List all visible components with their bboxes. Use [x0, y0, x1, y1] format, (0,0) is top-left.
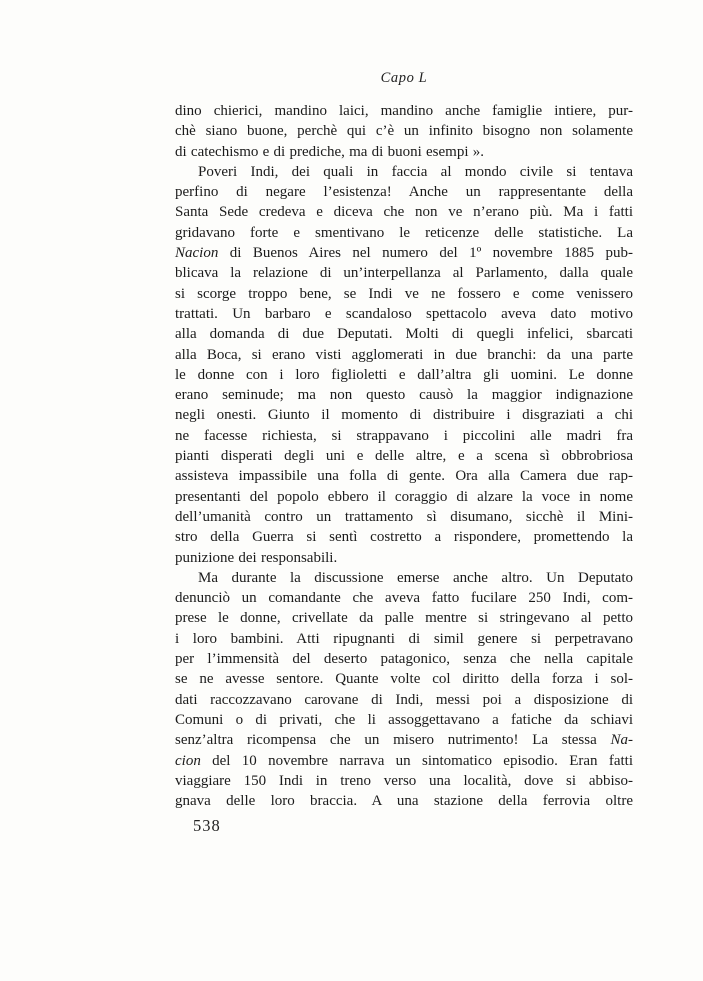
- body-text: Santa Sede credeva e diceva che non ve n’erano più. Ma i fatti: [175, 204, 633, 221]
- text-line: [175, 345, 633, 365]
- text-line: [175, 243, 633, 263]
- body-text: i loro bambini. Atti ripugnanti di simil genere si perpetravano: [175, 630, 633, 647]
- text-body: [175, 101, 633, 811]
- text-line: [175, 608, 633, 628]
- body-text: stro della Guerra si sentì costretto a rispondere, promettendo la: [175, 529, 633, 546]
- italic-text: Na-: [610, 732, 633, 749]
- page-number: 538: [193, 816, 221, 835]
- text-line: [175, 385, 633, 405]
- body-text: per l’immensità del deserto patagonico, senza che nella capitale: [175, 651, 633, 668]
- body-text: viaggiare 150 Indi in treno verso una località, dove si abbiso-: [175, 772, 633, 789]
- text-line: [175, 669, 633, 689]
- body-text: alla Boca, si erano visti agglomerati in due branchi: da una parte: [175, 346, 633, 363]
- body-text: dati raccozzavano carovane di Indi, messi poi a disposizione di: [175, 691, 633, 708]
- text-line: [175, 365, 633, 385]
- text-line: [175, 791, 633, 811]
- text-line: [175, 507, 633, 527]
- text-line: [175, 162, 633, 182]
- text-line: [175, 446, 633, 466]
- text-line: [175, 548, 633, 568]
- text-line: [175, 182, 633, 202]
- body-text: gnava delle loro braccia. A una stazione della ferrovia oltre: [175, 793, 633, 810]
- text-line: [175, 223, 633, 243]
- body-text: perfino di negare l’esistenza! Anche un rappresentante della: [175, 184, 633, 201]
- body-text: ne facesse richiesta, si strappavano i piccolini alle madri fra: [175, 427, 633, 444]
- body-text: se ne avesse sentore. Quante volte col diritto della forza i sol-: [175, 671, 633, 688]
- body-text: alla domanda di due Deputati. Molti di quegli infelici, sbarcati: [175, 326, 633, 343]
- body-text: assisteva impassibile una folla di gente. Ora alla Camera due rap-: [175, 468, 633, 485]
- text-line: [175, 405, 633, 425]
- text-line: [175, 466, 633, 486]
- running-header: Capo L: [380, 70, 428, 86]
- body-text: blicava la relazione di un’interpellanza al Parlamento, dalla quale: [175, 265, 633, 282]
- body-text: di Buenos Aires nel numero del 1º novembre 1885 pub-: [218, 245, 633, 262]
- italic-text: Nacion: [175, 245, 219, 262]
- text-line: [175, 142, 633, 162]
- text-line: [175, 588, 633, 608]
- text-line: [175, 730, 633, 750]
- text-line: [175, 304, 633, 324]
- body-text: dino chierici, mandino laici, mandino anche famiglie intiere, pur-: [175, 103, 633, 119]
- text-line: [175, 101, 633, 121]
- text-line: [175, 751, 633, 771]
- text-line: [175, 710, 633, 730]
- body-text: presentanti del popolo ebbero il coraggio di alzare la voce in nome: [175, 488, 633, 505]
- body-text: Comuni o di privati, che li assoggettavano a fatiche da schiavi: [175, 711, 633, 728]
- text-line: [175, 527, 633, 547]
- text-line: [175, 324, 633, 344]
- text-line: [175, 629, 633, 649]
- text-line: [175, 568, 633, 588]
- text-line: [175, 121, 633, 141]
- body-text: erano seminude; ma non questo causò la maggior indignazione: [175, 387, 633, 404]
- text-line: [175, 649, 633, 669]
- text-line: [175, 771, 633, 791]
- body-text: negli onesti. Giunto il momento di distribuire i disgraziati a chi: [175, 407, 633, 424]
- body-text: prese le donne, crivellate da palle mentre si stringevano al petto: [175, 610, 633, 627]
- body-text: si scorge troppo bene, se Indi ve ne fossero e come venissero: [175, 285, 633, 302]
- body-text: chè siano buone, perchè qui c’è un infinito bisogno non solamente: [175, 123, 633, 140]
- body-text: del 10 novembre narrava un sintomatico episodio. Eran fatti: [200, 752, 633, 769]
- body-text: trattati. Un barbaro e scandaloso spettacolo aveva dato motivo: [175, 305, 633, 322]
- body-text: senz’altra ricompensa che un misero nutrimento! La stessa: [175, 732, 611, 749]
- body-text: dell’umanità contro un trattamento sì disumano, sicchè il Mini-: [175, 508, 633, 525]
- body-text: denunciò un comandante che aveva fatto fucilare 250 Indi, com-: [175, 590, 633, 607]
- text-line: [175, 690, 633, 710]
- body-text: Ma durante la discussione emerse anche altro. Un Deputato: [198, 569, 633, 586]
- text-line: [175, 426, 633, 446]
- body-text: pianti disperati degli uni e delle altre, e a scena sì obbrobriosa: [175, 448, 633, 465]
- body-text: gridavano forte e smentivano le reticenze delle statistiche. La: [175, 224, 633, 241]
- body-text: le donne con i loro figlioletti e dall’altra gli uomini. Le donne: [175, 366, 633, 383]
- body-text: Poveri Indi, dei quali in faccia al mondo civile si tentava: [198, 163, 633, 180]
- text-line: [175, 263, 633, 283]
- body-text: punizione dei responsabili.: [175, 549, 338, 566]
- text-line: [175, 487, 633, 507]
- text-line: [175, 202, 633, 222]
- italic-text: cion: [175, 752, 201, 769]
- text-line: [175, 284, 633, 304]
- body-text: di catechismo e di prediche, ma di buoni esempi ».: [175, 143, 484, 160]
